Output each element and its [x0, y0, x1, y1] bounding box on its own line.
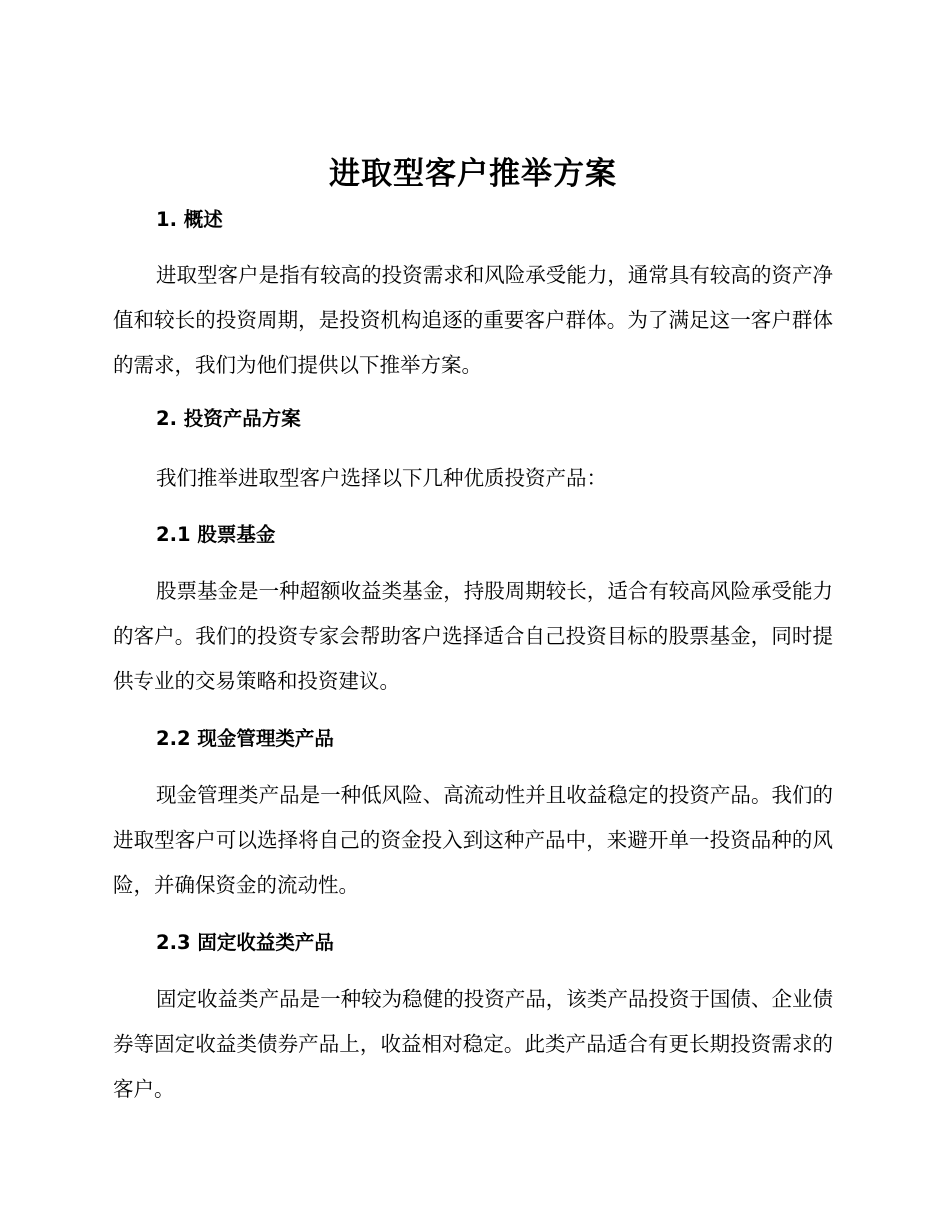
section-paragraph-fixed-income: 固定收益类产品是一种较为稳健的投资产品，该类产品投资于国债、企业债券等固定收益类债券产品上，收益相对稳定。此类产品适合有更长期投资需求的客户。	[113, 987, 833, 1101]
section-paragraph-overview: 进取型客户是指有较高的投资需求和风险承受能力，通常具有较高的资产净值和较长的投资周期，是投资机构追逐的重要客户群体。为了满足这一客户群体的需求，我们为他们提供以下推举方案。	[113, 263, 833, 377]
section-paragraph-investment-plan: 我们推举进取型客户选择以下几种优质投资产品：	[156, 466, 607, 490]
section-paragraph-stock-funds: 股票基金是一种超额收益类基金，持股周期较长，适合有较高风险承受能力的客户。我们的投资专家会帮助客户选择适合自己投资目标的股票基金，同时提供专业的交易策略和投资建议。	[113, 579, 833, 693]
section-heading-investment-plan: 2. 投资产品方案	[156, 407, 301, 430]
section-heading-stock-funds: 2.1 股票基金	[156, 523, 276, 546]
document-page	[113, 152, 833, 1112]
section-heading-overview: 1. 概述	[156, 208, 223, 231]
section-heading-fixed-income: 2.3 固定收益类产品	[156, 931, 334, 954]
section-paragraph-cash-management: 现金管理类产品是一种低风险、高流动性并且收益稳定的投资产品。我们的进取型客户可以选择将自己的资金投入到这种产品中，来避开单一投资品种的风险，并确保资金的流动性。	[113, 783, 833, 897]
section-heading-cash-management: 2.2 现金管理类产品	[156, 727, 334, 750]
document-title: 进取型客户推举方案	[329, 156, 617, 192]
